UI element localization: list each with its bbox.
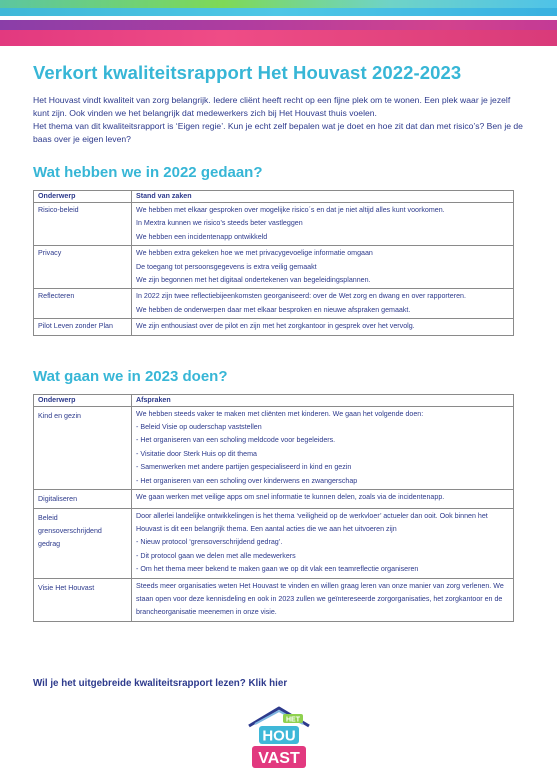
table-row: [34, 578, 514, 621]
agreement-intro: Steeds meer organisaties weten Het Houvast te vinden en willen graag leren van onze manier van zorg verlenen. We staan open voor deze kennisdeling en ook in 2023 zullen we geïntereseerde zorgorganisaties, het zorgkantoor en de brancheorganisatie meenemen in onze visie.: [136, 581, 504, 617]
status-line: We hebben de onderwerpen daar met elkaar besproken en nieuwe afspraken gemaakt.: [136, 305, 411, 314]
row-subject: Privacy: [34, 246, 132, 289]
subject-line: gedrag: [38, 540, 61, 549]
band-green: [0, 0, 557, 8]
row-agreements: [132, 406, 514, 489]
table-header-row: [34, 394, 514, 406]
row-status: [132, 319, 514, 335]
agreement-intro: Door allerlei landelijke ontwikkelingen is het thema ‘veiligheid op de werkvloer’ actueler dan ooit. Ook binnen het Houvast is dit een belangrijk thema. Een aantal acties die we aan het uitvoeren zijn: [136, 511, 488, 533]
status-line: In 2022 zijn twee reflectiebijeenkomsten georganiseerd: over de Wet zorg en dwang en over rapporteren.: [136, 292, 466, 301]
status-line: We zijn begonnen met het digitaal ondertekenen van begeleidingsplannen.: [136, 276, 371, 285]
row-status: [132, 246, 514, 289]
table-row: [34, 406, 514, 489]
agreement-bullet: - Het organiseren van een scholing meldcode voor begeleiders.: [136, 434, 509, 447]
intro-paragraph-2: Het thema van dit kwaliteitsrapport is ‘Eigen regie’. Kun je echt zelf bepalen wat je doet en hoe zit dat dan met risico’s? Ben je de baas over je eigen leven?: [33, 121, 523, 144]
row-subject: [34, 490, 132, 508]
svg-text:HET: HET: [286, 716, 300, 724]
table-row: [34, 508, 514, 578]
row-subject: [34, 578, 132, 621]
table-row: [34, 490, 514, 508]
status-line: De toegang tot persoonsgegevens is extra veilig gemaakt: [136, 262, 317, 271]
intro-text: [33, 94, 525, 146]
agreement-bullet: - Nieuw protocol ‘grensoverschrijdend gedrag’.: [136, 536, 509, 549]
row-subject: [34, 406, 132, 489]
header-color-bands: [0, 0, 557, 48]
status-line: We hebben extra gekeken hoe we met privacygevoelige informatie omgaan: [136, 249, 373, 258]
report-content: [33, 62, 525, 622]
status-line: We hebben een incidentenapp ontwikkeld: [136, 232, 268, 241]
agreement-intro: We gaan werken met veilige apps om snel informatie te kunnen delen, zoals via de incidentenapp.: [136, 493, 445, 502]
row-status: [132, 289, 514, 319]
agreement-bullet: - Om het thema meer bekend te maken gaan we op dit vlak een teamreflectie organiseren: [136, 563, 509, 576]
row-subject: Pilot Leven zonder Plan: [34, 319, 132, 335]
agreement-bullet: - Het organiseren van een scholing over kinderwens en zwangerschap: [136, 475, 509, 488]
table-header-row: [34, 191, 514, 203]
subject-line: Visie Het Houvast: [38, 583, 95, 592]
column-header-subject: Onderwerp: [34, 191, 132, 203]
subject-line: Kind en gezin: [38, 411, 81, 420]
table-row: [34, 203, 514, 246]
intro-paragraph-1: Het Houvast vindt kwaliteit van zorg belangrijk. Iedere cliënt heeft recht op een fijne plek om te wonen. Een plek waar je jezelf kunt zijn. Ook vinden we het belangrijk dat medewerkers zich bij Het Houvast thuis voelen.: [33, 95, 511, 118]
row-subject: Reflecteren: [34, 289, 132, 319]
row-agreements: [132, 578, 514, 621]
band-pink: [0, 30, 557, 46]
het-houvast-logo: [243, 702, 315, 772]
agreement-bullet: - Samenwerken met andere partijen gespecialiseerd in kind en gezin: [136, 461, 509, 474]
heading-2023: Wat gaan we in 2023 doen?: [33, 367, 228, 385]
table-row: [34, 289, 514, 319]
subject-line: Digitaliseren: [38, 495, 78, 504]
read-full-report-link[interactable]: Wil je het uitgebreide kwaliteitsrapport lezen? Klik hier: [33, 678, 288, 689]
column-header-agreements: Afspraken: [132, 394, 514, 406]
agreement-bullet: - Visitatie door Sterk Huis op dit thema: [136, 448, 509, 461]
table-row: [34, 246, 514, 289]
status-line: We zijn enthousiast over de pilot en zijn met het zorgkantoor in gesprek over het vervolg.: [136, 322, 415, 331]
row-agreements: [132, 508, 514, 578]
status-line: In Mextra kunnen we risico’s steeds beter vastleggen: [136, 219, 303, 228]
agreement-bullet: - Beleid Visie op ouderschap vaststellen: [136, 421, 509, 434]
table-2023: [33, 394, 514, 622]
agreement-bullet: - Dit protocol gaan we delen met alle medewerkers: [136, 550, 509, 563]
column-header-status: Stand van zaken: [132, 191, 514, 203]
page-title: Verkort kwaliteitsrapport Het Houvast 2022-2023: [33, 62, 462, 83]
row-agreements: [132, 490, 514, 508]
svg-text:HOU: HOU: [262, 727, 296, 745]
band-purple: [0, 20, 557, 30]
agreement-intro: We hebben steeds vaker te maken met cliënten met kinderen. We gaan het volgende doen:: [136, 409, 424, 418]
row-subject: [34, 508, 132, 578]
column-header-subject: Onderwerp: [34, 394, 132, 406]
svg-text:VAST: VAST: [258, 750, 300, 767]
row-status: [132, 203, 514, 246]
subject-line: grensoverschrijdend: [38, 526, 102, 535]
band-blue: [0, 8, 557, 16]
heading-2022: Wat hebben we in 2022 gedaan?: [33, 164, 263, 181]
status-line: We hebben met elkaar gesproken over mogelijke risico´s en dat je niet altijd alles kunt voorkomen.: [136, 206, 445, 214]
table-row: [34, 319, 514, 335]
subject-line: Beleid: [38, 513, 58, 522]
table-2022: [33, 190, 514, 336]
row-subject: Risico-beleid: [34, 203, 132, 246]
